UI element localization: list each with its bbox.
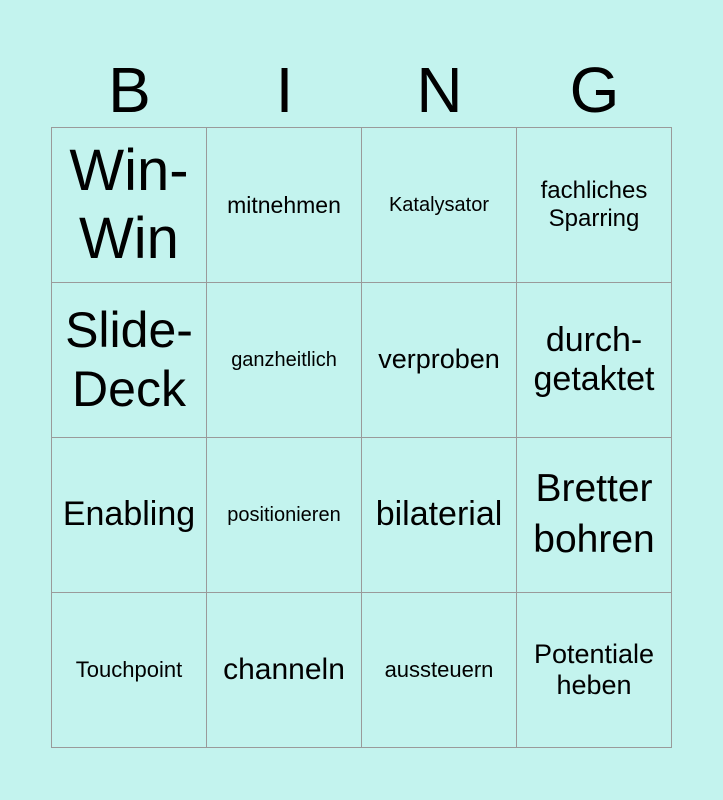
bingo-cell[interactable]: Win-Win: [52, 128, 207, 283]
bingo-cell[interactable]: verproben: [362, 283, 517, 438]
header-letter-g: G: [569, 54, 620, 126]
bingo-cell[interactable]: channeln: [207, 593, 362, 748]
bingo-header: [52, 52, 672, 128]
bingo-cell[interactable]: ganzheitlich: [207, 283, 362, 438]
header-letter-i: I: [275, 54, 294, 126]
bingo-cell[interactable]: positionieren: [207, 438, 362, 593]
bingo-card: [51, 127, 672, 748]
header-letter-b: B: [108, 54, 151, 126]
bingo-cell[interactable]: Potentiale heben: [517, 593, 672, 748]
bingo-cell[interactable]: mitnehmen: [207, 128, 362, 283]
bingo-cell[interactable]: bilaterial: [362, 438, 517, 593]
bingo-cell[interactable]: Katalysator: [362, 128, 517, 283]
bingo-cell[interactable]: fachliches Sparring: [517, 128, 672, 283]
bingo-cell[interactable]: durch-getaktet: [517, 283, 672, 438]
bingo-cell[interactable]: Touchpoint: [52, 593, 207, 748]
bingo-cell[interactable]: Slide-Deck: [52, 283, 207, 438]
bingo-cell[interactable]: Enabling: [52, 438, 207, 593]
header-letter-n: N: [416, 54, 463, 126]
bingo-cell[interactable]: Bretter bohren: [517, 438, 672, 593]
bingo-cell[interactable]: aussteuern: [362, 593, 517, 748]
